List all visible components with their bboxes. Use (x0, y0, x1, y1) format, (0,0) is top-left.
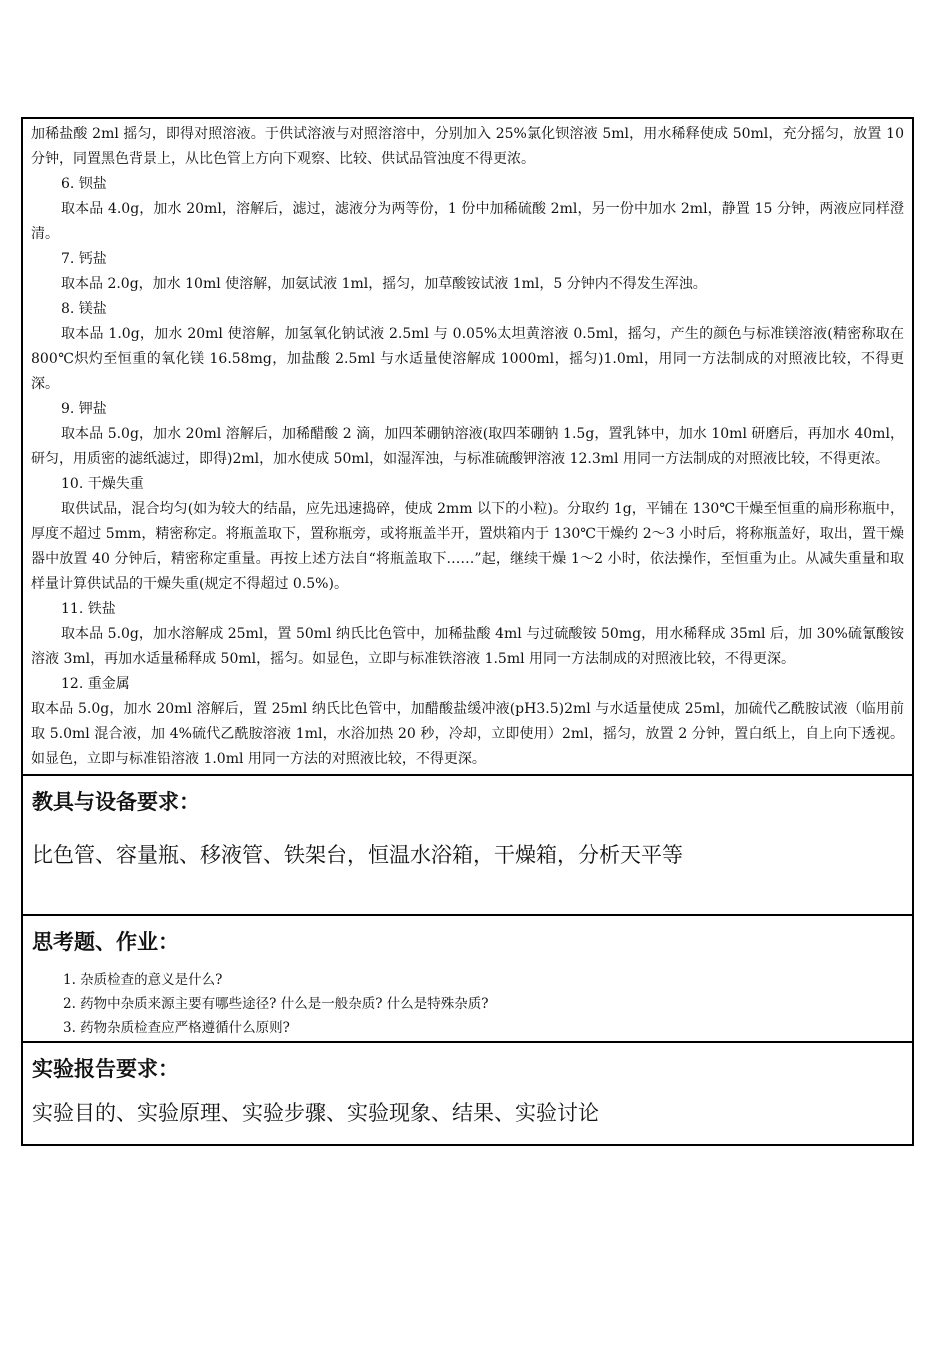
procedure-section (23, 119, 912, 774)
equipment-text: 比色管、容量瓶、移液管、铁架台，恒温水浴箱，干燥箱，分析天平等 (32, 843, 683, 867)
procedure-heading-iron: 11. 铁盐 (61, 601, 116, 617)
procedure-heading-drying-loss: 10. 干燥失重 (61, 476, 144, 492)
procedure-paragraph: 取本品 5.0g，加水溶解成 25ml，置 50ml 纳氏比色管中，加稀盐酸 4ml 与过硫酸铵 50mg，用水稀释成 35ml 后，加 30%硫氰酸铵溶液 3ml，再加水适量稀释成 50ml，摇匀。如显色，立即与标准铁溶液 1.5ml 用同一方法制成的对照液比较，不得更深。 (31, 626, 904, 667)
question-item: 3. 药物杂质检查应严格遵循什么原则? (63, 1020, 290, 1036)
questions-list (23, 956, 912, 1040)
procedure-paragraph: 取本品 4.0g，加水 20ml，溶解后，滤过，滤液分为两等份，1 份中加稀硫酸 2ml，另一份中加水 2ml，静置 15 分钟，两液应同样澄清。 (31, 201, 904, 242)
procedure-heading-barium: 6. 钡盐 (61, 176, 107, 192)
procedure-heading-magnesium: 8. 镁盐 (61, 301, 107, 317)
procedure-paragraph: 取本品 1.0g，加水 20ml 使溶解，加氢氧化钠试液 2.5ml 与 0.05%太坦黄溶液 0.5ml，摇匀，产生的颜色与标准镁溶液(精密称取在 800℃炽灼至恒重的氧化镁 16.58mg，加盐酸 2.5ml 与水适量使溶解成 1000ml，摇匀)1.0ml，用同一方法制成的对照液比较，不得更深。 (31, 326, 904, 392)
equipment-section (23, 774, 912, 914)
question-item: 1. 杂质检查的意义是什么? (63, 972, 223, 988)
question-item: 2. 药物中杂质来源主要有哪些途径? 什么是一般杂质? 什么是特殊杂质? (63, 996, 489, 1012)
procedure-paragraph: 加稀盐酸 2ml 摇匀，即得对照溶液。于供试溶液与对照溶溶中，分别加入 25%氯化钡溶液 5ml，用水稀释使成 50ml，充分摇匀，放置 10 分钟，同置黑色背景上，从比色管上方向下观察、比较、供试品管浊度不得更浓。 (31, 126, 904, 167)
procedure-paragraph: 取本品 5.0g，加水 20ml 溶解后，置 25ml 纳氏比色管中，加醋酸盐缓冲液(pH3.5)2ml 与水适量使成 25ml，加硫代乙酰胺试液（临用前取 5.0ml 混合液，加 4%硫代乙酰胺溶液 1ml，水浴加热 20 秒，冷却，立即使用）2ml，摇匀，放置 2 分钟，置白纸上，自上向下透视。如显色，立即与标准铅溶液 1.0ml 用同一方法的对照液比较，不得更深。 (31, 701, 904, 767)
procedure-heading-heavy-metal: 12. 重金属 (61, 676, 130, 692)
questions-section (23, 914, 912, 1041)
equipment-heading: 教具与设备要求： (32, 790, 200, 814)
procedure-paragraph: 取供试品，混合均匀(如为较大的结晶，应先迅速捣碎，使成 2mm 以下的小粒)。分取约 1g，平铺在 130℃干燥至恒重的扁形称瓶中，厚度不超过 5mm，精密称定。将瓶盖取下，置称瓶旁，或将瓶盖半开，置烘箱内于 130℃干燥约 2～3 小时后，将称瓶盖好，取出，置干燥器中放置 40 分钟后，精密称定重量。再按上述方法自“将瓶盖取下……”起，继续干燥 1～2 小时，依法操作，至恒重为止。从减失重量和取样量计算供试品的干燥失重(规定不得超过 0.5%)。 (31, 501, 904, 592)
report-text: 实验目的、实验原理、实验步骤、实验现象、结果、实验讨论 (32, 1101, 599, 1125)
procedure-heading-potassium: 9. 钾盐 (61, 401, 107, 417)
procedure-paragraph: 取本品 5.0g，加水 20ml 溶解后，加稀醋酸 2 滴，加四苯硼钠溶液(取四苯硼钠 1.5g，置乳钵中，加水 10ml 研磨后，再加水 40ml，研匀，用质密的滤纸滤过，即得)2ml，加水使成 50ml，如湿浑浊，与标准硫酸钾溶液 12.3ml 用同一方法制成的对照液比较，不得更浓。 (31, 426, 904, 467)
procedure-heading-calcium: 7. 钙盐 (61, 251, 107, 267)
procedure-paragraph: 取本品 2.0g，加水 10ml 使溶解，加氨试液 1ml，摇匀，加草酸铵试液 1ml，5 分钟内不得发生浑浊。 (61, 276, 707, 292)
report-section (23, 1041, 912, 1144)
document-table (21, 117, 914, 1146)
report-heading: 实验报告要求： (32, 1057, 179, 1081)
questions-heading: 思考题、作业： (32, 930, 179, 954)
